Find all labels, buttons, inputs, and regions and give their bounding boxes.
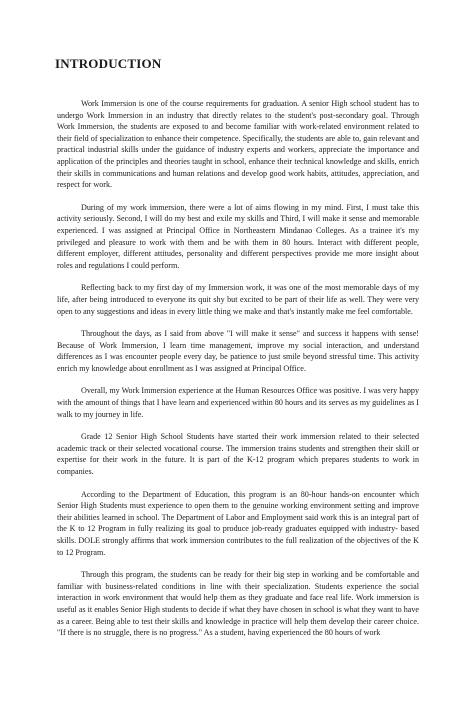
paragraph-2: During of my work immersion, there were a lot of aims flowing in my mind. First, I must take this activity seriously. Second, I will do my best and exile my skills and Third, I will make it sense and memorable experienced. I was assigned at Principal Office in Northeastern Mindanao Colleges. As a trainee it's my privileged and pleasure to work with them and be with them in 80 hours. Interact with different people, different employer, different attitudes, personality and different perspectives provide me more insight about roles and regulations I could perform. xyxy=(57,202,419,270)
document-body xyxy=(57,98,419,650)
paragraph-7: According to the Department of Education, this program is an 80-hour hands-on encounter which Senior High Students must experience to open them to the genuine working environment setting and improve their abilities learned in school. The Department of Labor and Employment said work this is an integral part of the K to 12 Program in fully realizing its goal to produce job-ready graduates equipped with industry- based skills. DOLE strongly affirms that work immersion contributes to the full realization of the objectives of the K to 12 Program. xyxy=(57,489,419,557)
page-title: INTRODUCTION xyxy=(55,56,162,71)
paragraph-3: Reflecting back to my first day of my Immersion work, it was one of the most memorable days of my life, after being introduced to everyone its quit shy but excited to be part of their life as well. They were very open to any suggestions and ideas in every little thing we make and that's instantly make me feel comfortable. xyxy=(57,283,419,316)
paragraph-8: Through this program, the students can be ready for their big step in working and be comfortable and familiar with business-related conditions in line with their specialization. Students experience the social interaction in work environment that would help them as they graduate and face real life. Work immersion is useful as it enables Senior High students to decide if what they have chosen in school is what they want to have as a career. Being able to test their skills and knowledge in practice will help them develop their career choice. "If there is no struggle, there is no progress." As a student, having experienced the 80 hours of work xyxy=(57,570,419,638)
paragraph-5: Overall, my Work Immersion experience at the Human Resources Office was positive. I was very happy with the amount of things that I have learn and experienced within 80 hours and its serves as my guidelines as I walk to my journey in life. xyxy=(57,386,419,419)
paragraph-1: Work Immersion is one of the course requirements for graduation. A senior High school student has to undergo Work Immersion in an industry that directly relates to the student's post-secondary goal. Through Work Immersion, the students are exposed to and become familiar with work-related environment related to their field of specialization to enhance their competence. Specifically, the students are able to, gain relevant and practical industrial skills under the guidance of industry experts and workers, appreciate the importance and application of the principles and theories taught in school, enhance their technical knowledge and skills, enrich their skills in communications and human relations and develop good work habits, attitudes, appreciation, and respect for work. xyxy=(57,99,419,190)
paragraph-4: Throughout the days, as I said from above "I will make it sense" and success it happens with sense! Because of Work Immersion, I learn time management, improve my social interaction, and understand differences as I was encounter people every day, be patience to just smile beyond stressful time. This activity enrich my knowledge about enrollment as I was assigned at Principal Office. xyxy=(57,329,419,373)
paragraph-6: Grade 12 Senior High School Students have started their work immersion related to their selected academic track or their selected vocational course. The immersion trains students and strengthen their skill or expertise for their work in the future. It is part of the K-12 program which prepares students to work in companies. xyxy=(57,432,419,477)
